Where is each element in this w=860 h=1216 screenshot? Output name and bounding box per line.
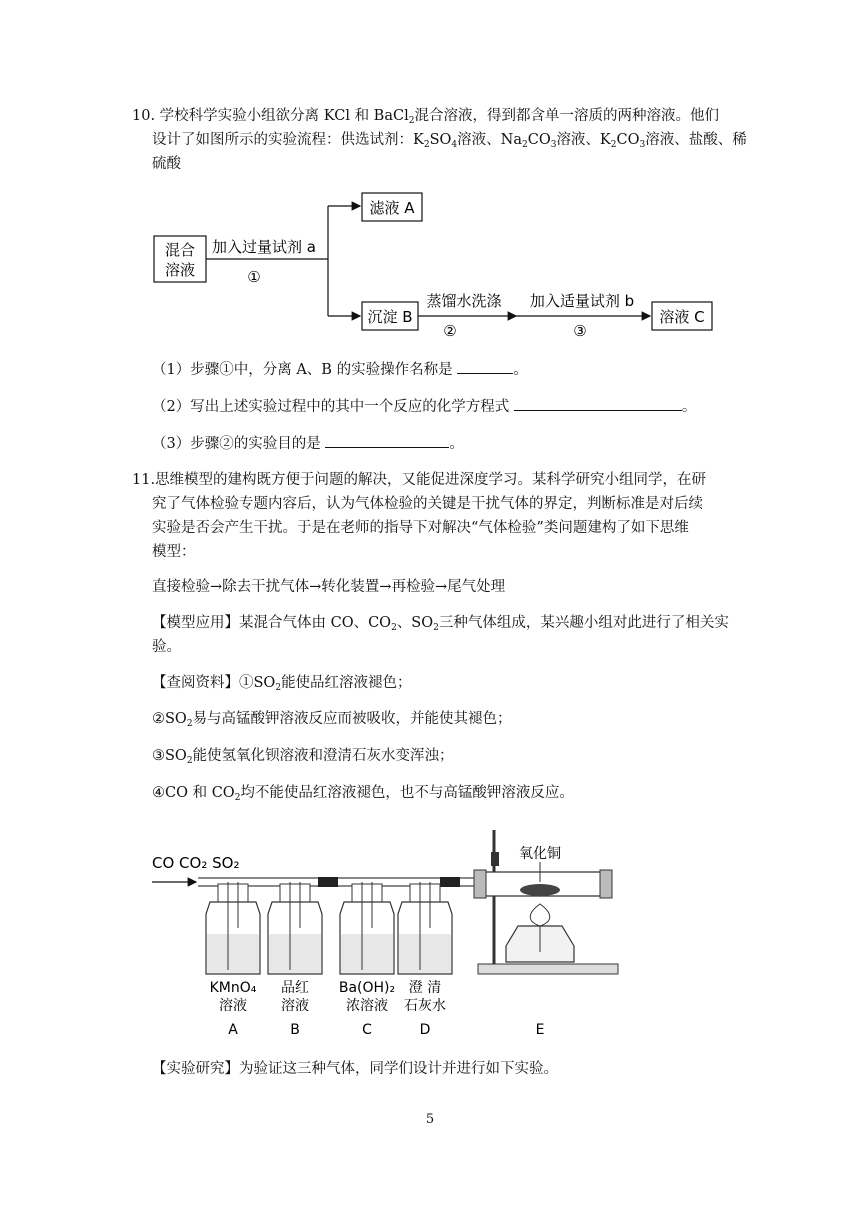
q11-info-3: $③SO_2$能使氢氧化钡溶液和澄清石灰水变浑浊；: [152, 748, 454, 766]
bottle-c-label-2: 浓溶液: [346, 998, 388, 1014]
bottle-a: [206, 882, 260, 974]
box-mixed-solution: [154, 236, 206, 282]
copper-oxide-label: 氧化铜: [519, 846, 561, 862]
flame: [530, 904, 550, 926]
letter-e: E: [535, 1022, 545, 1038]
letter-c: C: [362, 1022, 372, 1038]
gas-label: CO CO₂ SO₂: [152, 854, 240, 872]
bottle-b-label-1: 品红: [281, 980, 309, 996]
q11-info-4: ④CO 和 $CO_2$均不能使品红溶液褪色，也不与高锰酸钾溶液反应。: [152, 785, 574, 803]
bottle-d: [398, 882, 452, 974]
svg-text:沉淀 B: 沉淀 B: [367, 308, 413, 326]
bottle-b-label-2: 溶液: [281, 998, 309, 1014]
answer-blank-2[interactable]: [514, 396, 682, 411]
tube-stopper-left: [474, 870, 486, 898]
q10-number: 10.: [132, 108, 156, 124]
letter-b: B: [290, 1022, 300, 1038]
flow-diagram: [150, 190, 730, 340]
letter-a: A: [228, 1022, 238, 1038]
step2-label: 蒸馏水洗涤: [426, 292, 502, 310]
q10-line3: 硫酸: [152, 156, 181, 172]
copper-oxide-powder: [520, 884, 560, 896]
rubber-connector-1: [318, 877, 338, 887]
tube-stopper-right: [600, 870, 612, 898]
q11-app-line2: 验。: [152, 639, 181, 655]
box-filtrate-a: [362, 193, 422, 221]
step1-number: ①: [247, 268, 261, 286]
box-precipitate-b: [362, 302, 418, 330]
q11-line2: 究了气体检验专题内容后，认为气体检验的关键是干扰气体的界定，判断标准是对后续: [152, 496, 703, 512]
q10-sub1: （1）步骤①中，分离 A、B 的实验操作名称是 。: [152, 358, 528, 382]
step1-label: 加入过量试剂 a: [212, 238, 316, 256]
q11-line4: 模型：: [152, 544, 196, 560]
apparatus-diagram: [148, 822, 628, 1042]
page-number: 5: [425, 1112, 435, 1127]
stand-base: [478, 964, 618, 974]
clamp: [491, 852, 499, 866]
answer-blank-3[interactable]: [325, 433, 449, 448]
bottle-a-label-1: KMnO₄: [209, 980, 257, 996]
apparatus-e: [474, 830, 618, 974]
box-solution-c: [652, 302, 712, 330]
q10-line2: 设计了如图所示的实验流程：供选试剂：$K_2SO_4$溶液、$Na_2CO_3$溶液、$K_2CO_3$溶液、盐酸、稀: [152, 132, 747, 150]
q10-line1: 10. 学校科学实验小组欲分离 KCl 和 BaCl$_2$混合溶液，得到都含单一溶质的两种溶液。他们: [132, 108, 719, 126]
answer-blank-1[interactable]: [457, 359, 513, 374]
step2-number: ②: [443, 322, 457, 340]
q11-research: 【实验研究】为验证这三种气体，同学们设计并进行如下实验。: [152, 1061, 558, 1077]
bottle-c: [340, 882, 394, 974]
svg-text:滤液 A: 滤液 A: [369, 199, 415, 217]
letter-d: D: [419, 1022, 431, 1038]
q11-info-2: $②SO_2$易与高锰酸钾溶液反应而被吸收，并能使其褪色；: [152, 711, 512, 729]
bottle-c-label-1: Ba(OH)₂: [338, 980, 396, 996]
step3-number: ③: [573, 322, 587, 340]
bottle-d-label-1: 澄 清: [408, 980, 442, 996]
q11-model: 直接检验→除去干扰气体→转化装置→再检验→尾气处理: [152, 579, 506, 595]
q11-info-1: 【查阅资料】$①SO_2$能使品红溶液褪色；: [152, 675, 412, 693]
q10-sub3: （3）步骤②的实验目的是 。: [152, 432, 464, 456]
q10-sub2: （2）写出上述实验过程中的其中一个反应的化学方程式 。: [152, 395, 696, 419]
q11-line3: 实验是否会产生干扰。于是在老师的指导下对解决“气体检验”类问题建构了如下思维: [152, 520, 689, 536]
svg-text:溶液: 溶液: [164, 261, 196, 279]
q11-line1: 11.思维模型的建构既方便于问题的解决，又能促进深度学习。某科学研究小组同学，在研: [132, 472, 707, 488]
q11-number: 11.: [132, 472, 156, 488]
bottle-d-label-2: 石灰水: [404, 998, 446, 1014]
svg-text:溶液 C: 溶液 C: [659, 308, 705, 326]
step3-label: 加入适量试剂 b: [529, 292, 635, 310]
bottle-b: [268, 882, 322, 974]
bottle-a-label-2: 溶液: [219, 998, 247, 1014]
q11-app-line1: 【模型应用】某混合气体由 CO、$CO_2$、$SO_2$三种气体组成，某兴趣小组对此进行了相关实: [152, 615, 729, 633]
svg-text:混合: 混合: [164, 241, 196, 259]
rubber-connector-2: [440, 877, 460, 887]
